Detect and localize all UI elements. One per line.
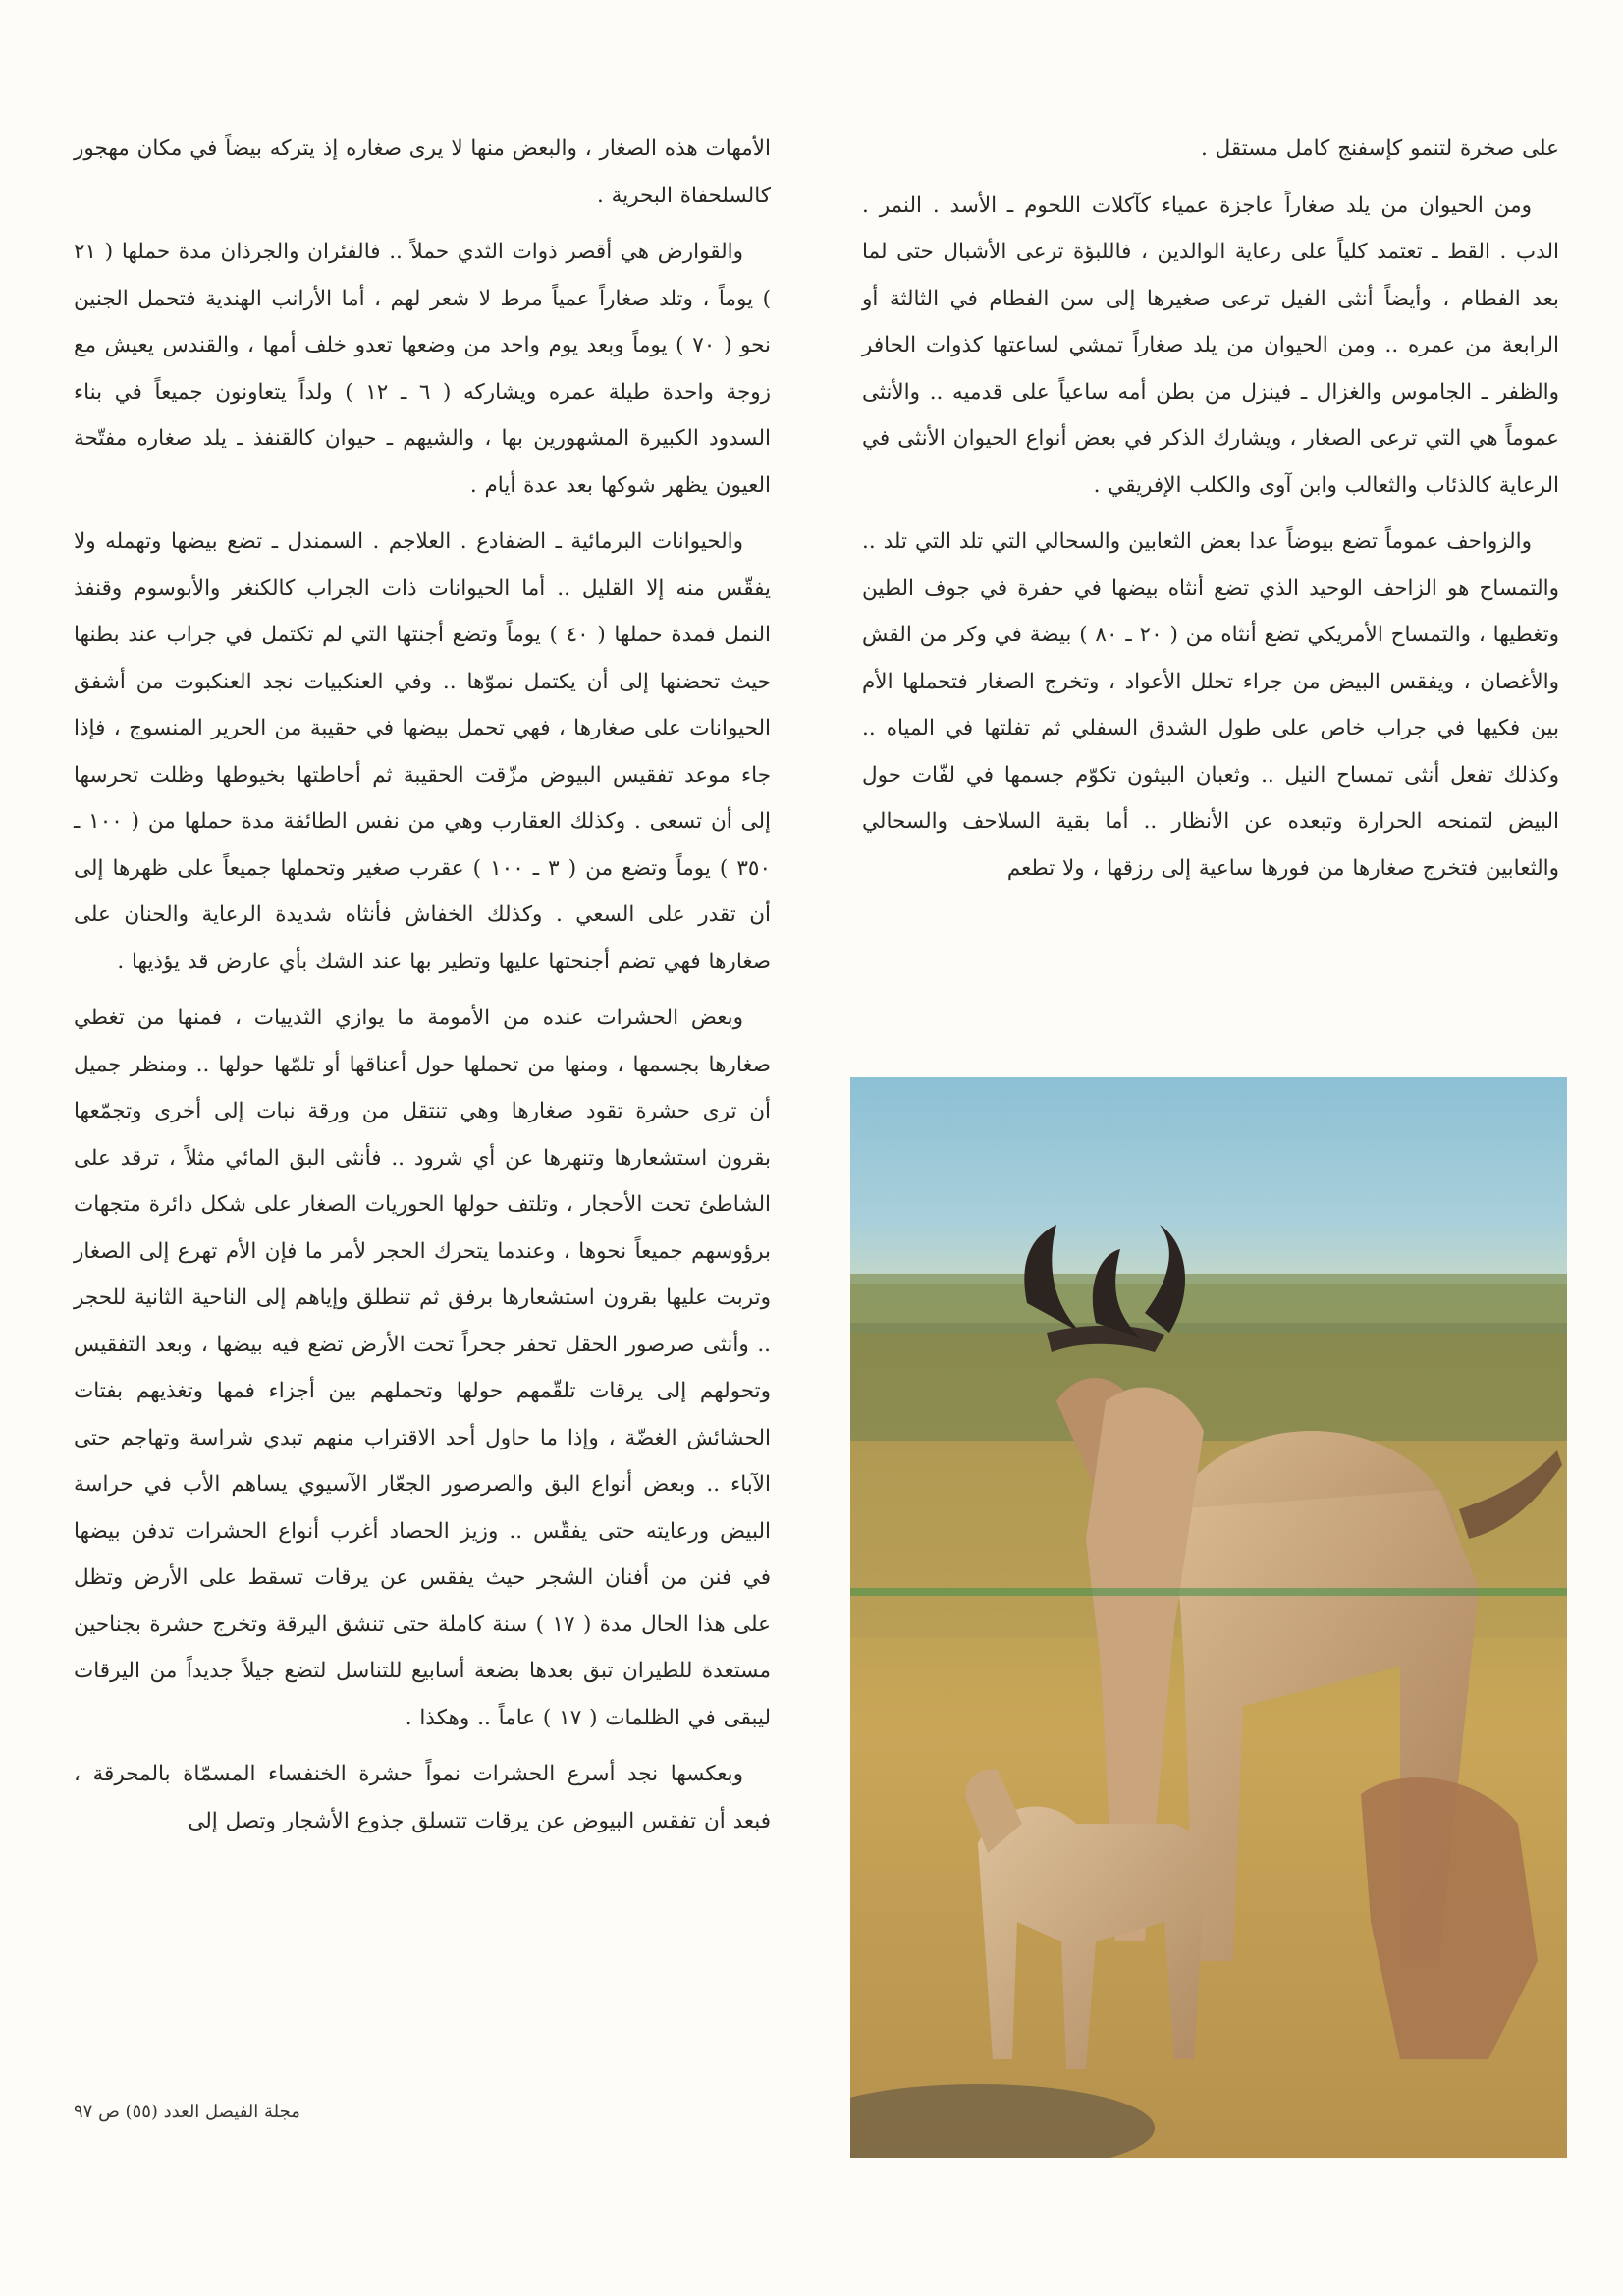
photo-illustration <box>850 1077 1567 2158</box>
paragraph: ومن الحيوان من يلد صغاراً عاجزة عمياء كآكلات اللحوم ـ الأسد . النمر . الدب . القط ـ تعتمد كلياً على رعاية الوالدين ، فاللبؤة ترعى الأشبال حتى لما بعد الفطام ، وأيضاً أنثى الفيل ترعى صغيرها إلى سن الفطام في الثالثة أو الرابعة من عمره .. ومن الحيوان من يلد صغاراً تمشي لساعتها كذوات الحافر والظفر ـ الجاموس والغزال ـ فينزل من بطن أمه ساعياً على قدميه .. والأنثى عموماً هي التي ترعى الصغار ، ويشارك الذكر في بعض أنواع الحيوان الأنثى في الرعاية كالذئاب والثعالب وابن آوى والكلب الإفريقي . <box>862 192 1559 498</box>
paragraph: على صخرة لتنمو كإسفنج كامل مستقل . <box>1200 137 1559 161</box>
paragraph: والحيوانات البرمائية ـ الضفادع . العلاجم . السمندل ـ تضع بيضها وتهمله ولا يفقّس منه إلا القليل .. أما الحيوانات ذات الجراب كالكنغر والأبوسوم وقنفذ النمل فمدة حملها ( ٤٠ ) يوماً وتضع أجنتها التي لم تكتمل في جراب عند بطنها حيث تحضنها إلى أن يكتمل نموّها .. وفي العنكبيات نجد العنكبوت من أشفق الحيوانات على صغارها ، فهي تحمل بيضها في حقيبة من الحرير المنسوج ، فإذا جاء موعد تفقيس البيوض مزّقت الحقيبة ثم أحاطتها بخيوطها وظلت تحرسها إلى أن تسعى . وكذلك العقارب وهي من نفس الطائفة مدة حملها من ( ١٠٠ ـ ٣٥٠ ) يوماً وتضع من ( ٣ ـ ١٠٠ ) عقرب صغير وتحملها جميعاً على ظهرها إلى أن تقدر على السعي . وكذلك الخفاش فأنثاه شديدة الرعاية والحنان على صغارها فهي تضم أجنحتها عليها وتطير بها عند الشك بأي عارض قد يؤذيها . <box>74 529 771 974</box>
page-footer: مجلة الفيصل العدد (٥٥) ص ٩٧ <box>74 2102 300 2122</box>
paragraph: الأمهات هذه الصغار ، والبعض منها لا يرى صغاره إذ يتركه بيضاً في مكان مهجور كالسلحفاة البحرية . <box>74 137 771 208</box>
paragraph: وبعض الحشرات عنده من الأمومة ما يوازي الثدييات ، فمنها من تغطي صغارها بجسمها ، ومنها من تحملها حول أعناقها أو تلمّها حولها .. ومنظر جميل أن ترى حشرة تقود صغارها وهي تنتقل من ورقة نبات إلى أخرى وتجمّعها بقرون استشعارها وتنهرها عن أي شرود .. فأنثى البق المائي مثلاً ، ترقد على الشاطئ تحت الأحجار ، وتلتف حولها الحوريات الصغار على شكل دائرة متجهات برؤوسهم جميعاً نحوها ، وعندما يتحرك الحجر لأمر ما فإن الأم تهرع إلى الصغار وتربت عليها بقرون استشعارها برفق ثم تنطلق وإياهم إلى الناحية الثانية للحجر .. وأنثى صرصور الحقل تحفر جحراً تحت الأرض تضع فيه بيضها ، وبعد التفقيس وتحولهم إلى يرقات تلقّمهم حولها وتحملهم بين أجزاء فمها وتغذيهم بفتات الحشائش الغضّة ، وإذا ما حاول أحد الاقتراب منهم تبدي شراسة وتهاجم حتى الآباء .. وبعض أنواع البق والصرصور الجعّار الآسيوي يساهم الأب في حراسة البيض ورعايته حتى يفقّس .. وزيز الحصاد أغرب أنواع الحشرات تدفن بيضها في فنن من أفنان الشجر حيث يفقس عن يرقات تسقط على الأرض وتظل على هذا الحال مدة ( ١٧ ) سنة كاملة حتى تنشق اليرقة وتخرج حشرة بجناحين مستعدة للطيران تبق بعدها بضعة أسابيع للتناسل لتضع جيلاً جديداً من اليرقات ليبقى في الظلمات ( ١٧ ) عاماً .. وهكذا . <box>74 1006 771 1730</box>
left-column <box>74 126 771 1854</box>
paragraph: والزواحف عموماً تضع بيوضاً عدا بعض الثعابين والسحالي التي تلد التي تلد .. والتمساح هو الزاحف الوحيد الذي تضع أنثاه بيضها في حفرة في جوف الطين وتغطيها ، والتمساح الأمريكي تضع أنثاه من ( ٢٠ ـ ٨٠ ) بيضة في وكر من القش والأغصان ، ويفقس البيض من جراء تحلل الأعواد ، وتخرج الصغار فتحملها الأم بين فكيها في جراب خاص على طول الشدق السفلي ثم تفلتها في المياه .. وكذلك تفعل أنثى تمساح النيل .. وثعبان البيثون تكوّم جسمها في لفّات حول البيض لتمنحه الحرارة وتبعده عن الأنظار .. أما بقية السلاحف والسحالي والثعابين فتخرج صغارها من فورها ساعية إلى رزقها ، ولا تطعم <box>862 529 1559 881</box>
paragraph: والقوارض هي أقصر ذوات الثدي حملاً .. فالفئران والجرذان مدة حملها ( ٢١ ) يوماً ، وتلد صغاراً عمياً مرط لا شعر لهم ، أما الأرانب الهندية فتحمل الجنين نحو ( ٧٠ ) يوماً وبعد يوم واحد من وضعها تعدو خلف أمها ، والقندس يعيش مع زوجة واحدة طيلة عمره ويشاركه ( ٦ ـ ١٢ ) ولداً يتعاونون جميعاً في بناء السدود الكبيرة المشهورين بها ، والشيهم ـ حيوان كالقنفذ ـ يلد صغاره مفتّحة العيون يظهر شوكها بعد عدة أيام . <box>74 240 772 498</box>
wildebeest-photo <box>850 1077 1567 2158</box>
paragraph: وبعكسها نجد أسرع الحشرات نمواً حشرة الخنفساء المسمّاة بالمحرقة ، فبعد أن تفقس البيوض عن يرقات تتسلق جذوع الأشجار وتصل إلى <box>74 1762 771 1833</box>
right-column <box>862 126 1559 902</box>
